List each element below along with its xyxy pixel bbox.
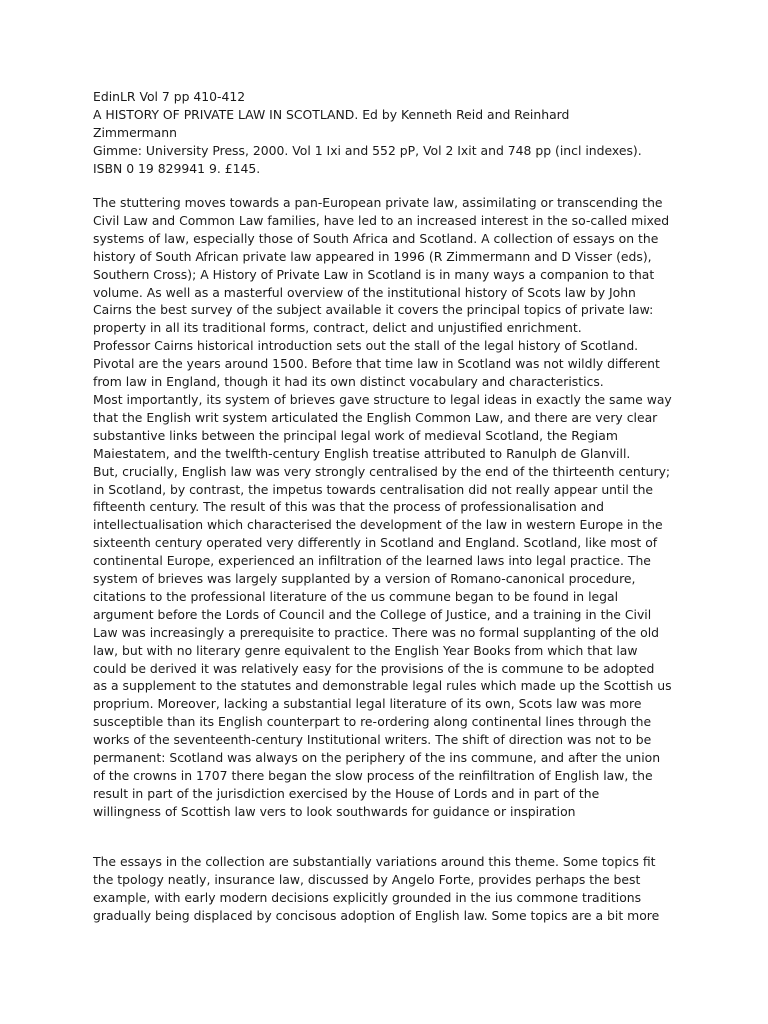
body-line: from law in England, though it had its own distinct vocabulary and characteristics. — [93, 374, 604, 390]
body-line: volume. As well as a masterful overview of the institutional history of Scots law by John — [93, 284, 636, 300]
body-line: in Scotland, by contrast, the impetus towards centralisation did not really appear until the — [93, 481, 654, 497]
body-line: continental Europe, experienced an infiltration of the learned laws into legal practice. The — [93, 553, 651, 569]
body-line: that the English writ system articulated the English Common Law, and there are very clear — [93, 409, 658, 425]
body-line: property in all its traditional forms, contract, delict and unjustified enrichment. — [93, 320, 582, 336]
body-line: intellectualisation which characterised the development of the law in western Europe in the — [93, 517, 663, 533]
body-line: The essays in the collection are substantially variations around this theme. Some topics fit — [93, 854, 656, 869]
body-line: history of South African private law appeared in 1996 (R Zimmermann and D Visser (eds), — [93, 248, 652, 264]
body-line: substantive links between the principal legal work of medieval Scotland, the Regiam — [93, 427, 618, 443]
body-line: could be derived it was relatively easy for the provisions of the is commune to be adopted — [93, 660, 655, 676]
body-line: Most importantly, its system of brieves gave structure to legal ideas in exactly the same way — [93, 391, 672, 407]
review-body — [93, 194, 693, 821]
body-line: willingness of Scottish law vers to look southwards for guidance or inspiration — [93, 803, 576, 819]
book-title-line: A HISTORY OF PRIVATE LAW IN SCOTLAND. Ed by Kenneth Reid and Reinhard — [93, 106, 570, 122]
body-line: proprium. Moreover, lacking a substantial legal literature of its own, Scots law was more — [93, 696, 642, 712]
body-line: permanent: Scotland was always on the periphery of the ins commune, and after the union — [93, 750, 661, 766]
body-line: Pivotal are the years around 1500. Before that time law in Scotland was not wildly different — [93, 356, 660, 372]
publication-details: Gimme: University Press, 2000. Vol 1 Ixi and 552 pP, Vol 2 Ixit and 748 pp (incl indexes). — [93, 142, 642, 158]
body-line: Southern Cross); A History of Private Law in Scotland is in many ways a companion to that — [93, 266, 655, 282]
body-line: law, but with no literary genre equivalent to the English Year Books from which that law — [93, 642, 638, 658]
book-editor-line: Zimmermann — [93, 124, 177, 140]
body-line: Cairns the best survey of the subject available it covers the principal topics of private law: — [93, 302, 654, 318]
body-line: gradually being displaced by concisous adoption of English law. Some topics are a bit more — [93, 907, 660, 923]
body-line: example, with early modern decisions explicitly grounded in the ius commone traditions — [93, 889, 642, 905]
body-line: Professor Cairns historical introduction sets out the stall of the legal history of Scotland. — [93, 338, 639, 354]
body-line: argument before the Lords of Council and the College of Justice, and a training in the Civil — [93, 606, 652, 622]
body-line: sixteenth century operated very differently in Scotland and England. Scotland, like most of — [93, 535, 658, 551]
body-line: susceptible than its English counterpart to re-ordering along continental lines through the — [93, 714, 652, 730]
body-line: result in part of the jurisdiction exercised by the House of Lords and in part of the — [93, 785, 600, 801]
body-line: system of brieves was largely supplanted by a version of Romano-canonical procedure, — [93, 571, 636, 587]
body-line: the tpology neatly, insurance law, discussed by Angelo Forte, provides perhaps the best — [93, 871, 641, 887]
body-line: as a supplement to the statutes and demonstrable legal rules which made up the Scottish us — [93, 678, 672, 694]
body-line: Civil Law and Common Law families, have led to an increased interest in the so-called mixed — [93, 212, 670, 228]
body-line: Law was increasingly a prerequisite to practice. There was no formal supplanting of the old — [93, 624, 659, 640]
body-line: But, crucially, English law was very strongly centralised by the end of the thirteenth century; — [93, 463, 671, 479]
body-line: systems of law, especially those of South Africa and Scotland. A collection of essays on the — [93, 230, 659, 246]
body-line: works of the seventeenth-century Institutional writers. The shift of direction was not to be — [93, 732, 652, 748]
body-line: The stuttering moves towards a pan-European private law, assimilating or transcending the — [93, 195, 663, 210]
isbn-price: ISBN 0 19 829941 9. £145. — [93, 160, 261, 176]
journal-reference: EdinLR Vol 7 pp 410-412 — [93, 89, 246, 104]
review-continuation — [93, 853, 693, 925]
body-line: Maiestatem, and the twelfth-century English treatise attributed to Ranulph de Glanvill. — [93, 445, 631, 461]
body-line: fifteenth century. The result of this was that the process of professionalisation and — [93, 499, 604, 515]
body-line: of the crowns in 1707 there began the slow process of the reinfiltration of English law, the — [93, 768, 653, 783]
body-line: citations to the professional literature of the us commune began to be found in legal — [93, 588, 619, 604]
citation-header — [93, 88, 693, 178]
